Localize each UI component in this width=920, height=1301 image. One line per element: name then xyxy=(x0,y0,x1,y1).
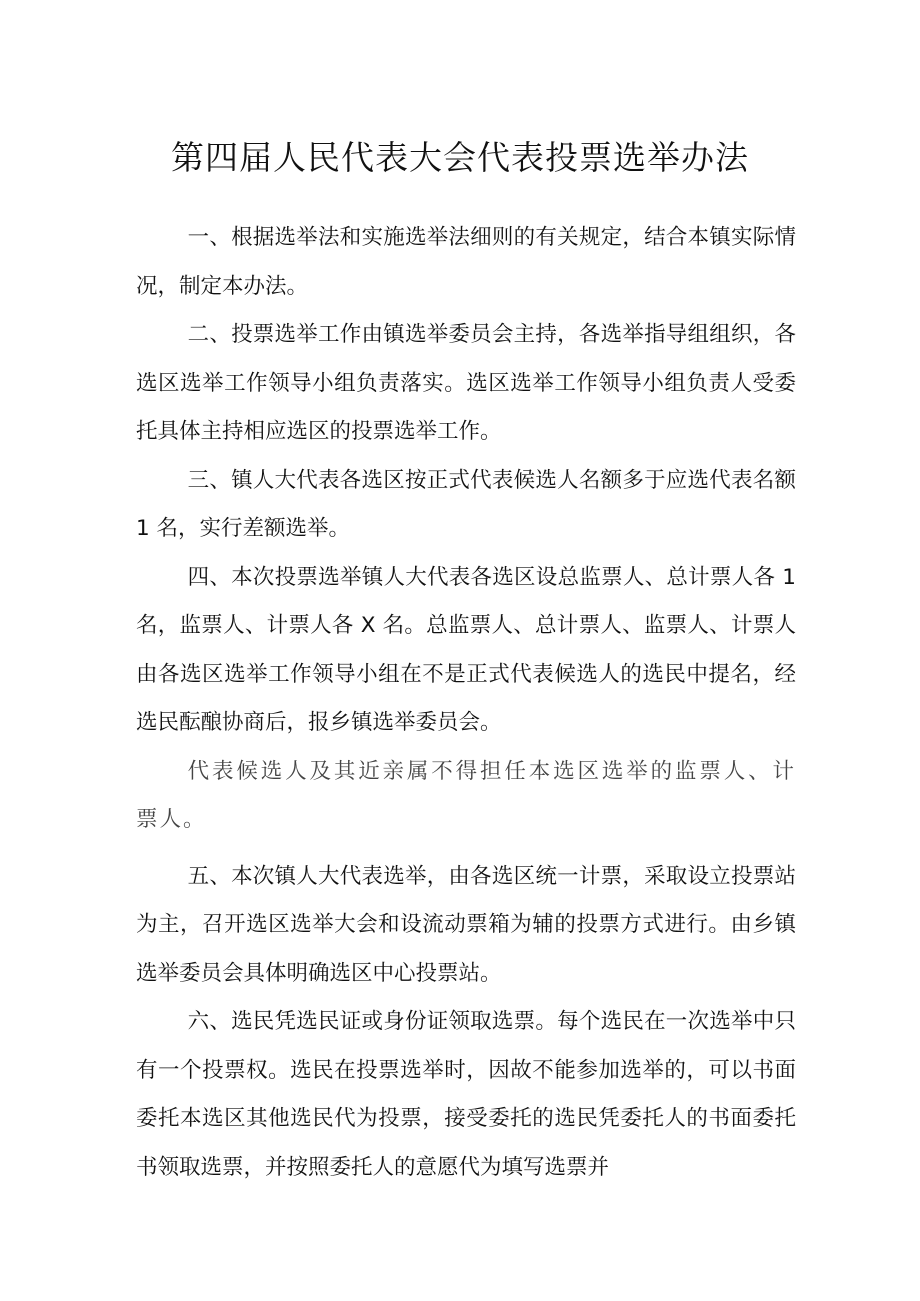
paragraph-1: 一、根据选举法和实施选举法细则的有关规定，结合本镇实际情况，制定本办法。 xyxy=(136,225,796,299)
paragraph-3: 三、镇人大代表各选区按正式代表候选人名额多于应选代表名额 1 名，实行差额选举。 xyxy=(136,467,796,541)
paragraph-6: 六、选民凭选民证或身份证领取选票。每个选民在一次选举中只有一个投票权。选民在投票选举时，因故不能参加选举的，可以书面委托本选区其他选民代为投票，接受委托的选民凭委托人的书面委托书领取选票，并按照委托人的意愿代为填写选票并 xyxy=(136,1009,796,1180)
document-body xyxy=(136,214,796,1192)
paragraph-4: 四、本次投票选举镇人大代表各选区设总监票人、总计票人各 1 名，监票人、计票人各 X 名。总监票人、总计票人、监票人、计票人由各选区选举工作领导小组在不是正式代表候选人的选民中提名，经选民酝酿协商后，报乡镇选举委员会。 xyxy=(136,564,796,735)
paragraph-note: 代表候选人及其近亲属不得担任本选区选举的监票人、计票人。 xyxy=(136,758,796,832)
document-title: 第四届人民代表大会代表投票选举办法 xyxy=(171,138,749,177)
paragraph-2: 二、投票选举工作由镇选举委员会主持，各选举指导组组织，各选区选举工作领导小组负责落实。选区选举工作领导小组负责人受委托具体主持相应选区的投票选举工作。 xyxy=(136,322,796,444)
paragraph-5: 五、本次镇人大代表选举，由各选区统一计票，采取设立投票站为主，召开选区选举大会和设流动票箱为辅的投票方式进行。由乡镇选举委员会具体明确选区中心投票站。 xyxy=(136,863,796,986)
